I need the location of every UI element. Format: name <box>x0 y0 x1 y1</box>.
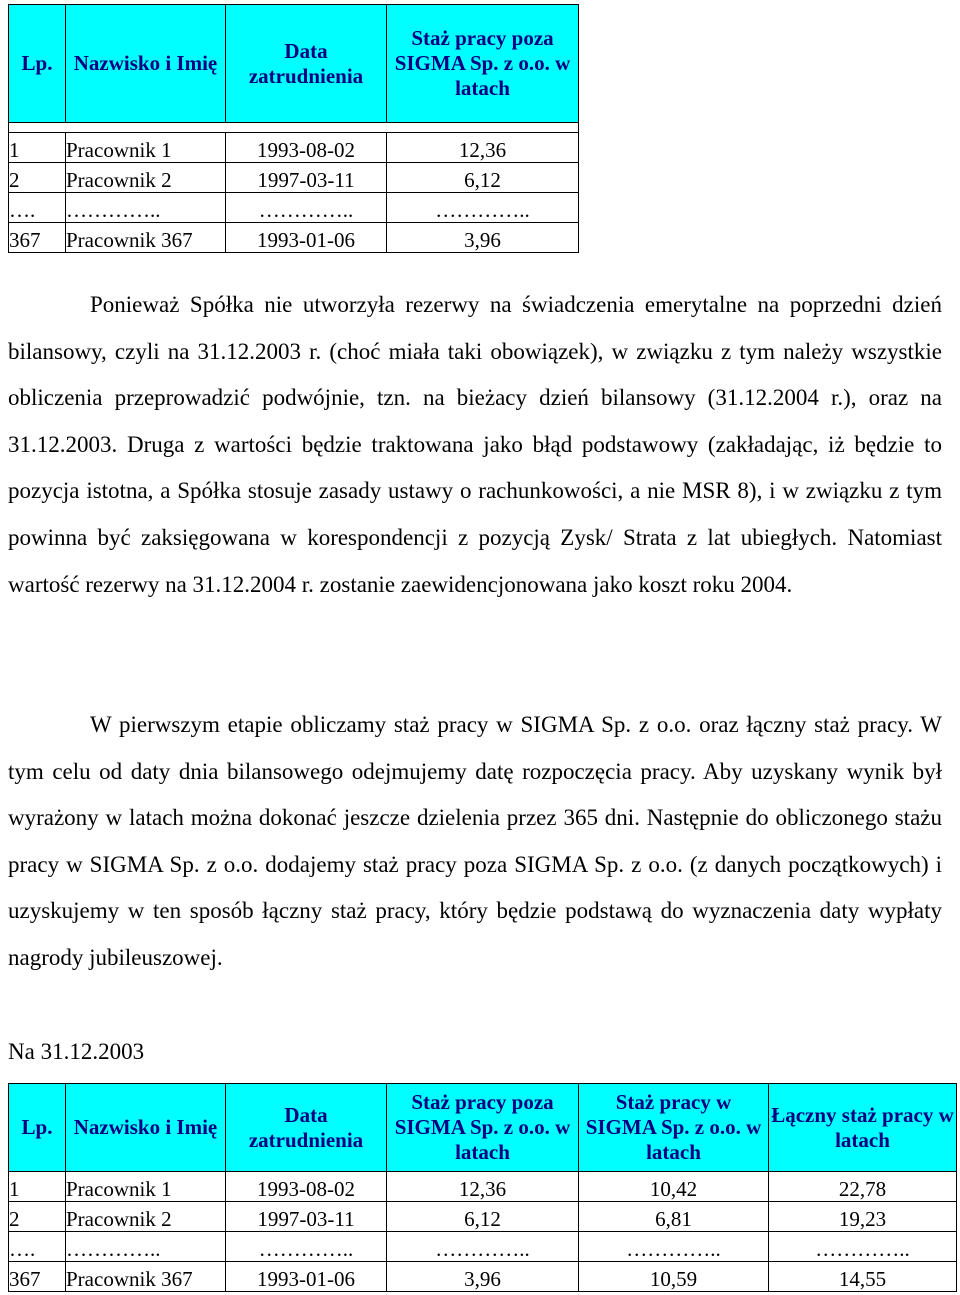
cell-hire-date: 1993-08-02 <box>226 133 387 163</box>
cell-name: Pracownik 367 <box>66 223 226 253</box>
cell-hire-date: 1993-01-06 <box>226 223 387 253</box>
table-row <box>9 223 579 253</box>
cell-name: Pracownik 1 <box>66 133 226 163</box>
header-hire-date: Data zatrudnienia <box>226 5 387 123</box>
table-row <box>9 1262 957 1292</box>
cell-lp: …. <box>9 193 66 223</box>
cell-name: Pracownik 2 <box>66 1202 226 1232</box>
cell-lp: 1 <box>9 133 66 163</box>
table-header-row <box>9 5 579 123</box>
cell-lp: 367 <box>9 1262 66 1292</box>
cell-total-seniority: 22,78 <box>769 1172 957 1202</box>
cell-seniority-outside: 12,36 <box>387 133 579 163</box>
header-name: Nazwisko i Imię <box>66 1084 226 1172</box>
table-row <box>9 1202 957 1232</box>
cell-seniority-sigma: 10,59 <box>579 1262 769 1292</box>
cell-lp: …. <box>9 1232 66 1262</box>
paragraph-reserve-explanation: Ponieważ Spółka nie utworzyła rezerwy na świadczenia emerytalne na poprzedni dzień bilansowy, czyli na 31.12.2003 r. (choć miała taki obowiązek), w związku z tym należy wszystkie obliczenia przeprowadzić podwójnie, tzn. na bieżacy dzień bilansowy (31.12.2004 r.), oraz na 31.12.2003. Druga z wartości będzie traktowana jako błąd podstawowy (zakładając, iż będzie to pozycja istotna, a Spółka stosuje zasady ustawy o rachunkowości, a nie MSR 8), i w związku z tym powinna być zaksięgowana w korespondencji z pozycją Zysk/ Strata z lat ubiegłych. Natomiast wartość rezerwy na 31.12.2004 r. zostanie zaewidencjonowana jako koszt roku 2004. <box>8 292 942 597</box>
cell-hire-date: 1997-03-11 <box>226 163 387 193</box>
table-row <box>9 193 579 223</box>
cell-name: ………….. <box>66 193 226 223</box>
paragraph-calculation-steps: W pierwszym etapie obliczamy staż pracy w SIGMA Sp. z o.o. oraz łączny staż pracy. W tym celu od daty dnia bilansowego odejmujemy datę rozpoczęcia pracy. Aby uzyskany wynik był wyrażony w latach można dokonać jeszcze dzielenia przez 365 dni. Następnie do obliczonego stażu pracy w SIGMA Sp. z o.o. dodajemy staż pracy poza SIGMA Sp. z o.o. (z danych początkowych) i uzyskujemy w ten sposób łączny staż pracy, który będzie podstawą do wyznaczenia daty wypłaty nagrody jubileuszowej. <box>8 712 942 970</box>
cell-total-seniority: ………….. <box>769 1232 957 1262</box>
cell-lp: 1 <box>9 1172 66 1202</box>
cell-seniority-outside: 12,36 <box>387 1172 579 1202</box>
header-hire-date: Data zatrudnienia <box>226 1084 387 1172</box>
cell-lp: 2 <box>9 1202 66 1232</box>
cell-seniority-sigma: 6,81 <box>579 1202 769 1232</box>
cell-hire-date: 1993-08-02 <box>226 1172 387 1202</box>
cell-name: Pracownik 1 <box>66 1172 226 1202</box>
cell-name: Pracownik 367 <box>66 1262 226 1292</box>
cell-seniority-sigma: ………….. <box>579 1232 769 1262</box>
header-name: Nazwisko i Imię <box>66 5 226 123</box>
cell-name: Pracownik 2 <box>66 163 226 193</box>
cell-lp: 2 <box>9 163 66 193</box>
cell-hire-date: 1997-03-11 <box>226 1202 387 1232</box>
cell-lp: 367 <box>9 223 66 253</box>
cell-seniority-outside: ………….. <box>387 1232 579 1262</box>
cell-seniority-sigma: 10,42 <box>579 1172 769 1202</box>
table-row <box>9 1172 957 1202</box>
header-seniority-outside: Staż pracy poza SIGMA Sp. z o.o. w latach <box>387 1084 579 1172</box>
cell-hire-date: 1993-01-06 <box>226 1262 387 1292</box>
employee-table-1 <box>8 4 579 253</box>
spacer-row <box>9 123 579 133</box>
cell-total-seniority: 14,55 <box>769 1262 957 1292</box>
header-lp: Lp. <box>9 5 66 123</box>
table-row <box>9 1232 957 1262</box>
header-lp: Lp. <box>9 1084 66 1172</box>
cell-seniority-outside: 6,12 <box>387 163 579 193</box>
cell-name: ………….. <box>66 1232 226 1262</box>
cell-hire-date: ………….. <box>226 193 387 223</box>
cell-seniority-outside: 6,12 <box>387 1202 579 1232</box>
header-seniority-sigma: Staż pracy w SIGMA Sp. z o.o. w latach <box>579 1084 769 1172</box>
header-seniority-outside: Staż pracy poza SIGMA Sp. z o.o. w latach <box>387 5 579 123</box>
cell-seniority-outside: 3,96 <box>387 1262 579 1292</box>
cell-seniority-outside: ………….. <box>387 193 579 223</box>
header-total-seniority: Łączny staż pracy w latach <box>769 1084 957 1172</box>
employee-table-2 <box>8 1083 957 1292</box>
cell-total-seniority: 19,23 <box>769 1202 957 1232</box>
cell-seniority-outside: 3,96 <box>387 223 579 253</box>
date-label: Na 31.12.2003 <box>8 1039 145 1064</box>
table-row <box>9 133 579 163</box>
table-header-row <box>9 1084 957 1172</box>
cell-hire-date: ………….. <box>226 1232 387 1262</box>
table-row <box>9 163 579 193</box>
